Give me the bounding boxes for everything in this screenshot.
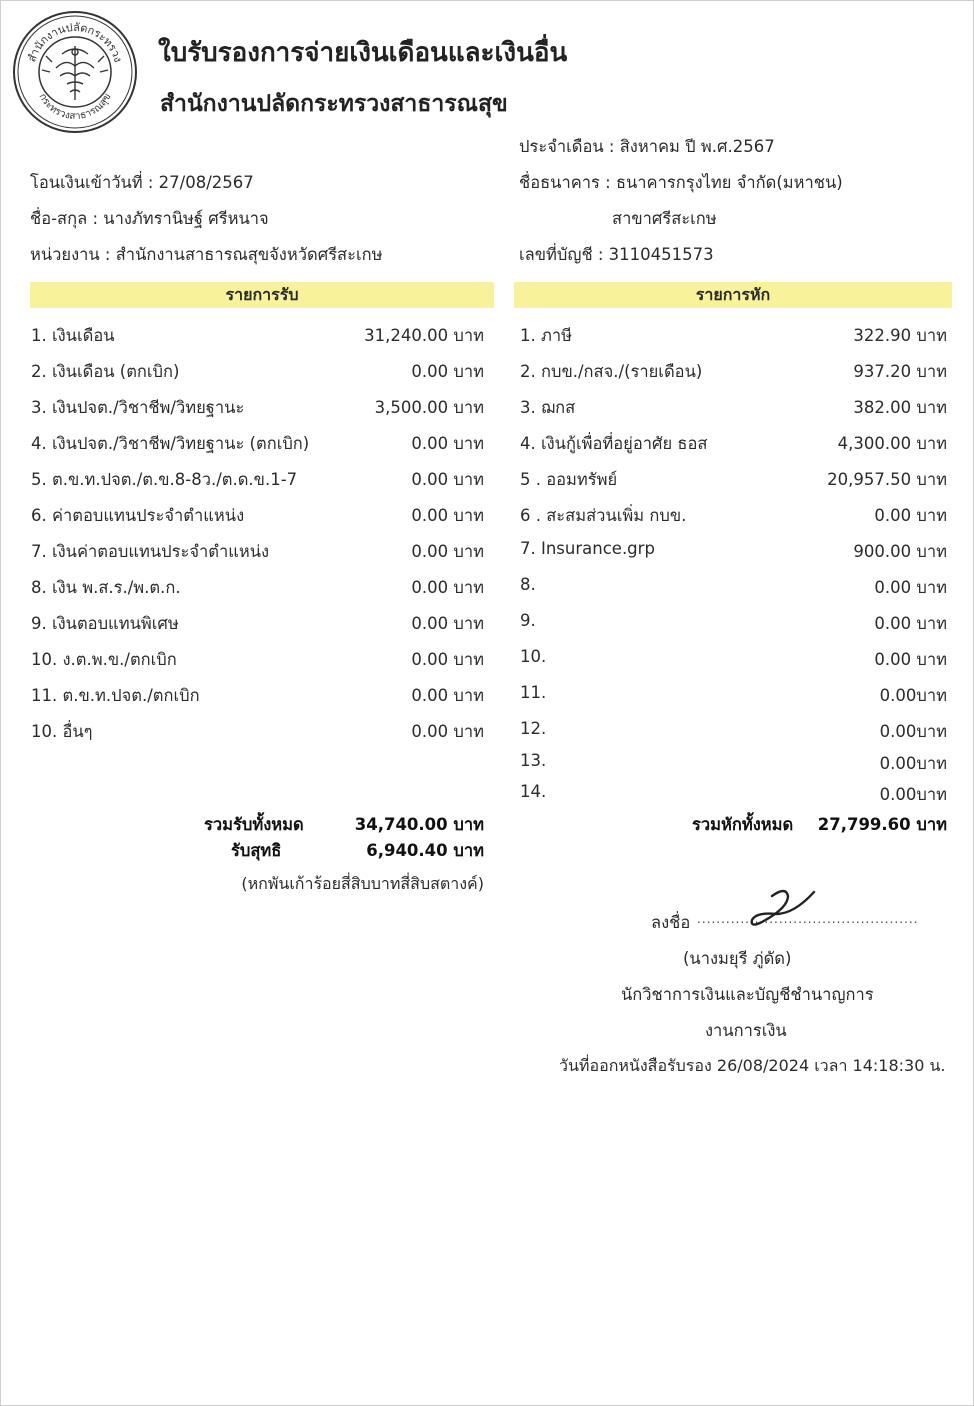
- income-row: [31, 611, 484, 635]
- income-row: [31, 323, 484, 347]
- signature-line: ..............................................: [697, 912, 919, 926]
- deduction-total-label: รวมหักทั้งหมด: [692, 815, 794, 834]
- income-item-amount: 31,240.00 บาท: [364, 326, 484, 345]
- deduction-item-amount: 0.00บาท: [879, 722, 947, 741]
- income-row: [31, 359, 484, 383]
- income-item-label: 4. เงินปจต./วิชาชีพ/วิทยฐานะ (ตกเบิก): [31, 434, 310, 453]
- deduction-total-value: 27,799.60 บาท: [817, 815, 947, 834]
- income-row: [31, 647, 484, 671]
- deduction-item-label: 5 . ออมทรัพย์: [520, 470, 618, 489]
- income-row: [31, 575, 484, 599]
- deduction-item-label: 6 . สะสมส่วนเพิ่ม กบข.: [520, 506, 687, 525]
- deduction-item-label: 1. ภาษี: [520, 326, 573, 345]
- deduction-item-amount: 0.00บาท: [879, 785, 947, 804]
- income-item-amount: 0.00 บาท: [411, 506, 484, 525]
- deduction-item-amount: 0.00 บาท: [874, 578, 947, 597]
- income-item-label: 1. เงินเดือน: [31, 326, 115, 345]
- net-pay-value: 6,940.40 บาท: [366, 841, 484, 860]
- work-unit: หน่วยงาน : สำนักงานสาธารณสุขจังหวัดศรีสะเกษ: [30, 245, 383, 264]
- deduction-item-label: 13.: [520, 751, 547, 770]
- income-item-label: 10. อื่นๆ: [31, 722, 93, 741]
- income-item-amount: 0.00 บาท: [411, 578, 484, 597]
- income-item-label: 10. ง.ต.พ.ข./ตกเบิก: [31, 650, 177, 669]
- deduction-item-label: 8.: [520, 575, 536, 594]
- deduction-row: [520, 503, 947, 527]
- income-row: [31, 395, 484, 419]
- bank-branch: สาขาศรีสะเกษ: [612, 209, 717, 228]
- deduction-item-amount: 322.90 บาท: [853, 326, 947, 345]
- income-item-amount: 0.00 บาท: [411, 542, 484, 561]
- income-item-label: 5. ต.ข.ท.ปจต./ต.ข.8-8ว./ต.ด.ข.1-7: [31, 470, 298, 489]
- deduction-row: [520, 683, 947, 707]
- sign-label: ลงชื่อ: [651, 913, 691, 932]
- deduction-header: รายการหัก: [514, 282, 952, 308]
- income-item-label: 3. เงินปจต./วิชาชีพ/วิทยฐานะ: [31, 398, 245, 417]
- deduction-row: [520, 751, 947, 775]
- income-total-value: 34,740.00 บาท: [354, 815, 484, 834]
- income-row: [31, 683, 484, 707]
- deduction-row: [520, 323, 947, 347]
- deduction-item-label: 4. เงินกู้เพื่อที่อยู่อาศัย ธอส: [520, 434, 708, 453]
- net-pay-label: รับสุทธิ: [231, 841, 282, 860]
- ministry-seal-logo: [12, 10, 138, 134]
- svg-text:สำนักงานปลัดกระทรวง: สำนักงานปลัดกระทรวง: [25, 20, 125, 64]
- organization-name: สำนักงานปลัดกระทรวงสาธารณสุข: [160, 91, 508, 117]
- deduction-item-amount: 4,300.00 บาท: [837, 434, 947, 453]
- deduction-item-label: 12.: [520, 719, 547, 738]
- income-row: [31, 503, 484, 527]
- account-number: เลขที่บัญชี : 3110451573: [519, 245, 714, 264]
- income-row: [31, 467, 484, 491]
- deduction-item-amount: 0.00บาท: [879, 754, 947, 773]
- income-item-label: 11. ต.ข.ท.ปจต./ตกเบิก: [31, 686, 200, 705]
- deduction-item-amount: 382.00 บาท: [853, 398, 947, 417]
- deduction-row: [520, 395, 947, 419]
- deduction-item-label: 9.: [520, 611, 536, 630]
- deduction-row: [520, 575, 947, 599]
- income-item-amount: 0.00 บาท: [411, 650, 484, 669]
- deduction-row: [520, 431, 947, 455]
- income-row: [31, 539, 484, 563]
- handwritten-signature: [742, 884, 822, 930]
- deduction-item-amount: 0.00 บาท: [874, 650, 947, 669]
- income-item-label: 8. เงิน พ.ส.ร./พ.ต.ก.: [31, 578, 181, 597]
- transfer-date: โอนเงินเข้าวันที่ : 27/08/2567: [30, 173, 254, 192]
- income-row: [31, 431, 484, 455]
- income-item-amount: 0.00 บาท: [411, 614, 484, 633]
- signer-position: นักวิชาการเงินและบัญชีชำนาญการ: [621, 985, 874, 1004]
- income-item-amount: 0.00 บาท: [411, 362, 484, 381]
- deduction-item-amount: 20,957.50 บาท: [827, 470, 947, 489]
- net-pay-in-words: (หกพันเก้าร้อยสี่สิบบาทสี่สิบสตางค์): [241, 874, 484, 893]
- income-header: รายการรับ: [30, 282, 494, 308]
- income-item-label: 2. เงินเดือน (ตกเบิก): [31, 362, 180, 381]
- deduction-item-label: 2. กบข./กสจ./(รายเดือน): [520, 362, 703, 381]
- income-item-label: 7. เงินค่าตอบแทนประจำตำแหน่ง: [31, 542, 270, 561]
- income-item-label: 6. ค่าตอบแทนประจำตำแหน่ง: [31, 506, 245, 525]
- income-item-amount: 0.00 บาท: [411, 686, 484, 705]
- income-item-amount: 0.00 บาท: [411, 722, 484, 741]
- deduction-row: [520, 647, 947, 671]
- income-item-amount: 0.00 บาท: [411, 470, 484, 489]
- income-row: [31, 719, 484, 743]
- signer-name: (นางมยุรี ภู่ดัด): [683, 949, 792, 968]
- issue-datetime: วันที่ออกหนังสือรับรอง 26/08/2024 เวลา 14:18:30 น.: [559, 1056, 946, 1075]
- deduction-item-amount: 0.00 บาท: [874, 506, 947, 525]
- deduction-row: [520, 539, 947, 563]
- deduction-item-label: 10.: [520, 647, 547, 666]
- svg-text:กระทรวงสาธารณสุข: กระทรวงสาธารณสุข: [36, 91, 114, 123]
- income-item-amount: 3,500.00 บาท: [374, 398, 484, 417]
- deduction-item-label: 14.: [520, 782, 547, 801]
- deduction-row: [520, 719, 947, 743]
- deduction-row: [520, 782, 947, 806]
- employee-name: ชื่อ-สกุล : นางภัทรานิษฐ์ ศรีหนาจ: [30, 209, 269, 228]
- deduction-item-label: 11.: [520, 683, 547, 702]
- deduction-row: [520, 359, 947, 383]
- deduction-item-amount: 0.00บาท: [879, 686, 947, 705]
- deduction-item-label: 7. Insurance.grp: [520, 539, 655, 558]
- deduction-row: [520, 467, 947, 491]
- deduction-item-amount: 0.00 บาท: [874, 614, 947, 633]
- deduction-item-label: 3. ฌกส: [520, 398, 576, 417]
- pay-month: ประจำเดือน : สิงหาคม ปี พ.ศ.2567: [519, 137, 775, 156]
- income-item-amount: 0.00 บาท: [411, 434, 484, 453]
- page-title: ใบรับรองการจ่ายเงินเดือนและเงินอื่น: [158, 38, 568, 68]
- signer-department: งานการเงิน: [705, 1021, 787, 1040]
- bank-name: ชื่อธนาคาร : ธนาคารกรุงไทย จำกัด(มหาชน): [519, 173, 843, 192]
- deduction-item-amount: 900.00 บาท: [853, 542, 947, 561]
- income-item-label: 9. เงินตอบแทนพิเศษ: [31, 614, 179, 633]
- income-total-label: รวมรับทั้งหมด: [204, 815, 304, 834]
- deduction-row: [520, 611, 947, 635]
- deduction-item-amount: 937.20 บาท: [853, 362, 947, 381]
